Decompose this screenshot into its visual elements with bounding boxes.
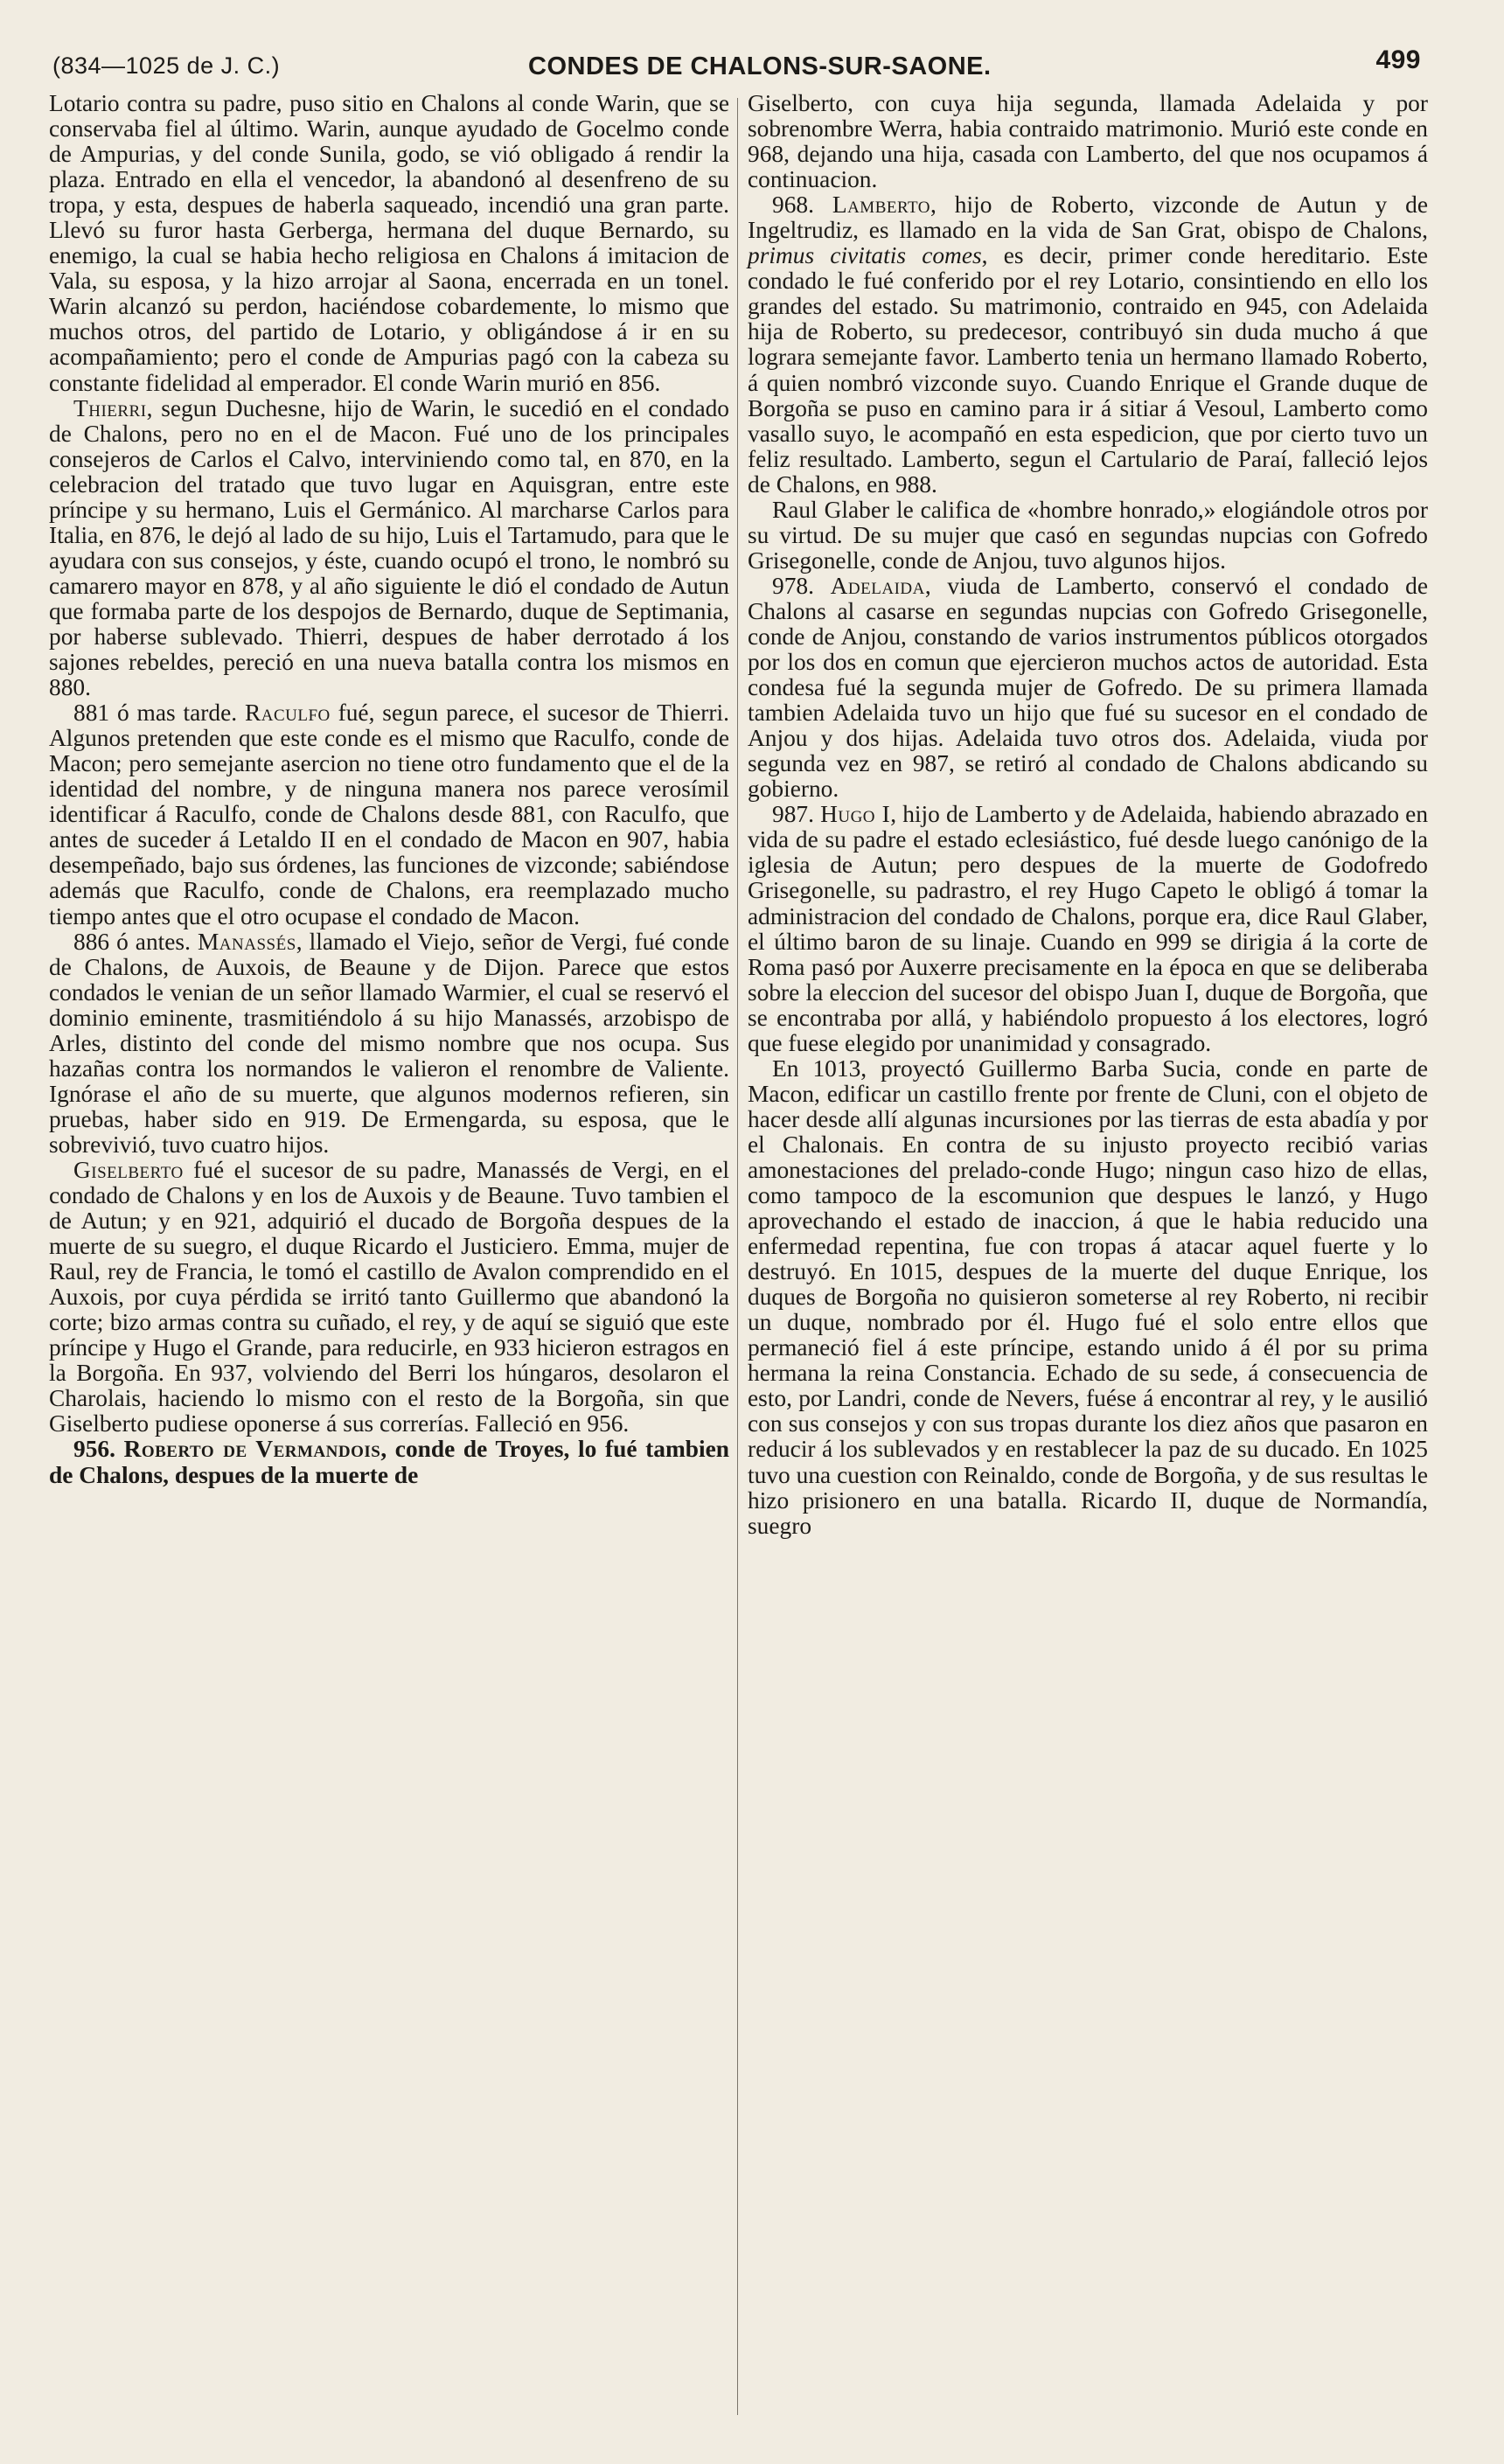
paragraph-intro-left: Lotario contra su padre, puso sitio en Chalons al conde Warin, que se conservaba fiel al último. Warin, aunque ayudado de Gocelmo conde de Ampurias, y del conde Sunila, godo, se vió obligado á rendir la plaza. Entrado en ella el vencedor, la abandonó al desenfreno de su tropa, y esta, despues de haberla saqueado, incendió una gran parte. Llevó su furor hasta Gerberga, hermana del duque Bernardo, su enemigo, la cual se habia hecho religiosa en Chalons á imitacion de Vala, su esposa, y la hizo arrojar al Saona, encerrada en un tonel. Warin alcanzó su perdon, haciéndose cobardemente, lo mismo que muchos otros, del partido de Lotario, y obligándose á ir en su acompañamiento; pero el conde de Ampurias pagó con la cabeza su constante fidelidad al emperador. El conde Warin murió en 856.	[49, 90, 729, 396]
entry-name: Roberto de Vermandois	[123, 1436, 381, 1463]
entry-name: Giselberto	[73, 1156, 184, 1183]
entry-name: Adelaida	[830, 572, 925, 599]
paragraph-lamberto: 968. Lamberto, hijo de Roberto, vizconde de Autun y de Ingeltrudiz, es llamado en la vida de San Grat, obispo de Chalons, primus civitatis comes, es decir, primer conde hereditario. Este condado le fué conferido por el rey Lotario, consintiendo en ello los grandes del estado. Su matrimonio, contraido en 945, con Adelaida hija de Roberto, su predecesor, contribuyó sin duda mucho á que lograra semejante favor. Lamberto tenia un hermano llamado Roberto, á quien nombró vizconde suyo. Cuando Enrique el Grande duque de Borgoña se puso en camino para ir á sitiar á Vesoul, Lamberto como vasallo suyo, le acompañó en esta espedicion, que por cierto tuvo un feliz resultado. Lamberto, segun el Cartulario de Paraí, falleció lejos de Chalons, en 988.	[748, 191, 1428, 498]
header-date-range: (834—1025 de J. C.)	[52, 52, 281, 79]
left-column	[49, 91, 729, 1488]
header-title: CONDES DE CHALONS-SUR-SAONE.	[528, 52, 992, 80]
running-header	[52, 44, 1421, 87]
paragraph-roberto: 956. Roberto de Vermandois, conde de Troyes, lo fué tambien de Chalons, despues de la muerte de	[49, 1436, 729, 1488]
paragraph-adelaida: 978. Adelaida, viuda de Lamberto, conservó el condado de Chalons al casarse en segundas nupcias con Gofredo Grisegonelle, conde de Anjou, constando de varios instrumentos públicos otorgados por los dos en comun que ejercieron muchos actos de autoridad. Esta condesa fué la segunda mujer de Gofredo. De su primera llamada tambien Adelaida tuvo un hijo que fué su sucesor en el condado de Anjou y dos hijas. Adelaida tuvo otros dos. Adelaida, viuda por segunda vez en 987, se retiró al condado de Chalons abdicando su gobierno.	[748, 572, 1428, 803]
column-rule	[737, 98, 738, 2415]
entry-name: Hugo I	[820, 801, 891, 828]
paragraph-giselberto: Giselberto fué el sucesor de su padre, Manassés de Vergi, en el condado de Chalons y en los de Auxois y de Beaune. Tuvo tambien el de Autun; y en 921, adquirió el ducado de Borgoña despues de la muerte de su suegro, el duque Ricardo el Justiciero. Emma, mujer de Raul, rey de Francia, le tomó el castillo de Avalon comprendido en el Auxois, por cuya pérdida se irritó tanto Guillermo que abandonó la corte; bizo armas contra su cuñado, el rey, y de aquí se siguió que este príncipe y Hugo el Grande, para reducirle, en 933 hicieron estragos en la Borgoña. En 937, volviendo del Berri los húngaros, desolaron el Charolais, haciendo lo mismo con el resto de la Borgoña, sin que Giselberto pudiese oponerse á sus correrías. Falleció en 956.	[49, 1156, 729, 1437]
paragraph-continuation-right: Giselberto, con cuya hija segunda, llamada Adelaida y por sobrenombre Werra, habia contraido matrimonio. Murió este conde en 968, dejando una hija, casada con Lamberto, del que nos ocupamos á continuacion.	[748, 90, 1428, 193]
paragraph-manasses: 886 ó antes. Manassés, llamado el Viejo, señor de Vergi, fué conde de Chalons, de Auxois, de Beaune y de Dijon. Parece que estos condados le venian de un señor llamado Warmier, el cual se reservó el dominio eminente, trasmitiéndolo á su hijo Manassés, arzobispo de Arles, distinto del conde del mismo nombre que nos ocupa. Sus hazañas contra los normandos le valieron el renombre de Valiente. Ignórase el año de su muerte, que algunos modernos refieren, sin pruebas, haber sido en 919. De Ermengarda, su esposa, que le sobrevivió, tuvo cuatro hijos.	[49, 928, 729, 1158]
entry-name: Manassés	[197, 928, 296, 955]
latin-phrase: primus civitatis comes	[748, 242, 982, 269]
paragraph-raul-glaber: Raul Glaber le califica de «hombre honrado,» elogiándole otros por su virtud. De su mujer que casó en segundas nupcias con Gofredo Grisegonelle, conde de Anjou, tuvo algunos hijos.	[748, 496, 1428, 574]
entry-name: Lamberto	[832, 191, 931, 219]
entry-name: Thierri	[73, 394, 147, 421]
paragraph-guillermo: En 1013, proyectó Guillermo Barba Sucia, conde en parte de Macon, edificar un castillo frente por frente de Cluni, con el objeto de hacer desde allí algunas incursiones por las tierras de esta abadía y por el Chalonais. En contra de su injusto proyecto recibió varias amonestaciones del prelado-conde Hugo; ningun caso hizo de ellas, como tampoco de la escomunion que despues le lanzó, y Hugo aprovechando el estado de inaccion, á que le habia reducido una enfermedad repentina, fue con tropas á atacar aquel fuerte y lo destruyó. En 1015, despues de la muerte del duque Enrique, los duques de Borgoña no quisieron someterse al rey Roberto, ni recibir un duque, nombrado por él. Hugo fué el solo entre ellos que permaneció fiel á este príncipe, estando unido á él por su prima hermana la reina Constancia. Echado de su sede, á consecuencia de esto, por Landri, conde de Nevers, fuése á encontrar al rey, y le ausilió con sus consejos y con sus tropas durante los diez años que pasaron en reducir á los sublevados y en restablecer la paz de su ducado. En 1025 tuvo una cuestion con Reinaldo, conde de Borgoña, y de sus resultas le hizo prisionero en una batalla. Ricardo II, duque de Normandía, suegro	[748, 1055, 1428, 1539]
right-column	[748, 91, 1428, 1539]
paragraph-raculfo: 881 ó mas tarde. Raculfo fué, segun parece, el sucesor de Thierri. Algunos pretenden que este conde es el mismo que Raculfo, conde de Macon; pero semejante asercion no tiene otro fundamento que el de la identidad del nombre, y de ninguna manera nos parece verosímil identificar á Raculfo, conde de Chalons desde 881, con Raculfo, que antes de suceder á Letaldo II en el condado de Macon en 907, habia desempeñado, bajo sus órdenes, las funciones de vizconde; sabiéndose además que Raculfo, conde de Chalons, era reemplazado mucho tiempo antes que el otro ocupase el condado de Macon.	[49, 700, 729, 929]
entry-name: Raculfo	[244, 700, 331, 727]
paragraph-thierri: Thierri, segun Duchesne, hijo de Warin, le sucedió en el condado de Chalons, pero no en el de Macon. Fué uno de los principales consejeros de Carlos el Calvo, interviniendo como tal, en 870, en la celebracion del tratado que tuvo lugar en Aquisgran, entre este príncipe y su hermano, Luis el Germánico. Al marcharse Carlos para Italia, en 876, le dejó al lado de su hijo, Luis el Tartamudo, para que le ayudara con sus consejos, y éste, cuando ocupó el trono, le nombró su camarero mayor en 878, y al año siguiente le dió el condado de Autun que formaba parte de los despojos de Bernardo, duque de Septimania, por haberse sublevado. Thierri, despues de haber derrotado á los sajones rebeldes, pereció en una nueva batalla contra los mismos en 880.	[49, 394, 729, 701]
paragraph-hugo: 987. Hugo I, hijo de Lamberto y de Adelaida, habiendo abrazado en vida de su padre el estado eclesiástico, fué desde luego canónigo de la iglesia de Autun; pero despues de la muerte de Godofredo Grisegonelle, su padrastro, el rey Hugo Capeto le obligó á tomar la administracion del condado de Chalons, porque era, dice Raul Glaber, el último baron de su linaje. Cuando en 999 se dirigia á la corte de Roma pasó por Auxerre precisamente en la época en que se deliberaba sobre la eleccion del sucesor del obispo Juan I, duque de Borgoña, que se encontraba por allá, y habiéndolo propuesto á los electores, logró que fuese elegido por unanimidad y consagrado.	[748, 801, 1429, 1056]
page-number: 499	[1375, 45, 1421, 74]
